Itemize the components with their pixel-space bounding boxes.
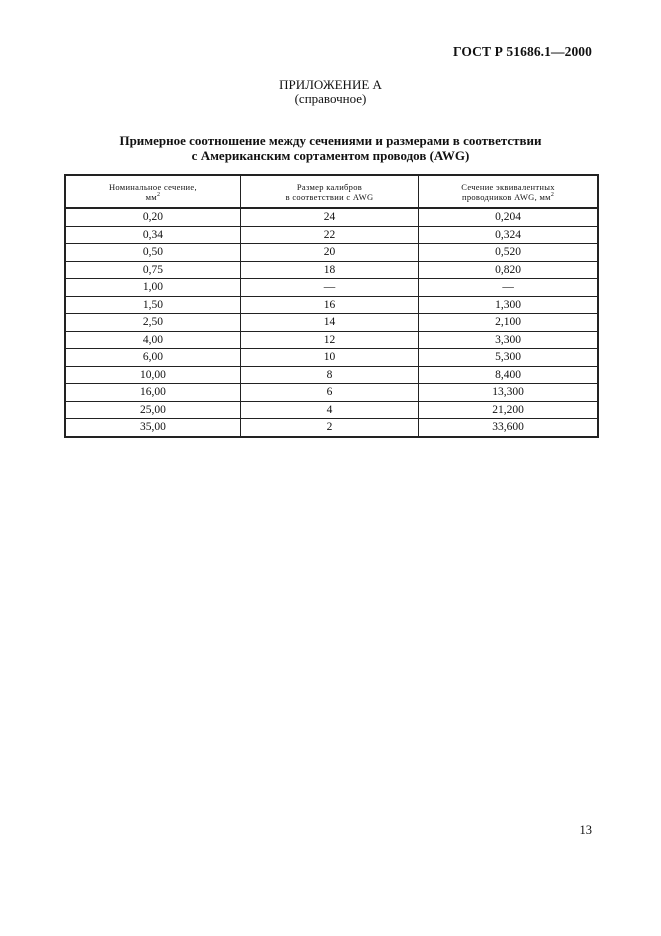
cell-gauge: 6 [240,384,418,402]
cell-nominal: 16,00 [65,384,240,402]
cell-nominal: 25,00 [65,401,240,419]
table-row [65,314,598,332]
table-row [65,296,598,314]
cell-equivalent: 2,100 [419,314,598,332]
cell-gauge: — [240,279,418,297]
cell-equivalent: 0,204 [419,208,598,226]
cell-gauge: 8 [240,366,418,384]
cell-gauge: 2 [240,419,418,437]
table-row [65,366,598,384]
cell-gauge: 16 [240,296,418,314]
cell-gauge: 18 [240,261,418,279]
header-line-1: Номинальное сечение, [108,181,197,192]
table-row [65,419,598,437]
cell-gauge: 22 [240,226,418,244]
table-row [65,208,598,226]
appendix-title: ПРИЛОЖЕНИЕ А [279,77,382,92]
cell-equivalent: 3,300 [419,331,598,349]
document-code: ГОСТ Р 51686.1—2000 [453,44,592,59]
table-caption-line-1: Примерное соотношение между сечениями и размерами в соответствии [119,133,542,148]
cell-equivalent: 5,300 [419,349,598,367]
cell-gauge: 14 [240,314,418,332]
cell-nominal: 4,00 [65,331,240,349]
cell-nominal: 35,00 [65,419,240,437]
table-body [65,208,598,437]
cell-equivalent: 8,400 [419,366,598,384]
header-line-1: Размер калибров [296,181,363,192]
awg-table [64,174,599,438]
cell-nominal: 0,34 [65,226,240,244]
cell-nominal: 0,75 [65,261,240,279]
table-row [65,331,598,349]
cell-nominal: 2,50 [65,314,240,332]
cell-nominal: 1,50 [65,296,240,314]
header-line-2: мм [145,191,157,202]
header-superscript: 2 [550,191,555,198]
header-nominal-section [65,175,240,208]
table-caption [0,133,661,163]
cell-gauge: 4 [240,401,418,419]
cell-equivalent: 33,600 [419,419,598,437]
table-row [65,261,598,279]
header-line-2: проводников AWG, мм [461,191,551,202]
table-row [65,401,598,419]
header-superscript: 2 [156,191,161,198]
cell-equivalent: — [419,279,598,297]
page-number: 13 [579,823,592,837]
table-row [65,279,598,297]
cell-gauge: 20 [240,244,418,262]
table-row [65,244,598,262]
cell-nominal: 0,20 [65,208,240,226]
cell-nominal: 0,50 [65,244,240,262]
table-header-row [65,175,598,208]
appendix-type: (справочное) [294,91,367,106]
cell-equivalent: 0,324 [419,226,598,244]
cell-nominal: 6,00 [65,349,240,367]
table-row [65,384,598,402]
cell-equivalent: 13,300 [419,384,598,402]
cell-equivalent: 1,300 [419,296,598,314]
cell-nominal: 1,00 [65,279,240,297]
table-row [65,349,598,367]
table-caption-line-2: с Американским сортаментом проводов (AWG) [191,148,470,163]
header-gauge-size [240,175,418,208]
header-line-1: Сечение эквивалентных [461,181,555,192]
cell-equivalent: 0,820 [419,261,598,279]
cell-gauge: 24 [240,208,418,226]
header-line-2: в соответствии с AWG [285,191,374,202]
cell-equivalent: 0,520 [419,244,598,262]
cell-equivalent: 21,200 [419,401,598,419]
cell-nominal: 10,00 [65,366,240,384]
cell-gauge: 10 [240,349,418,367]
table-row [65,226,598,244]
cell-gauge: 12 [240,331,418,349]
header-equivalent-section [419,175,598,208]
